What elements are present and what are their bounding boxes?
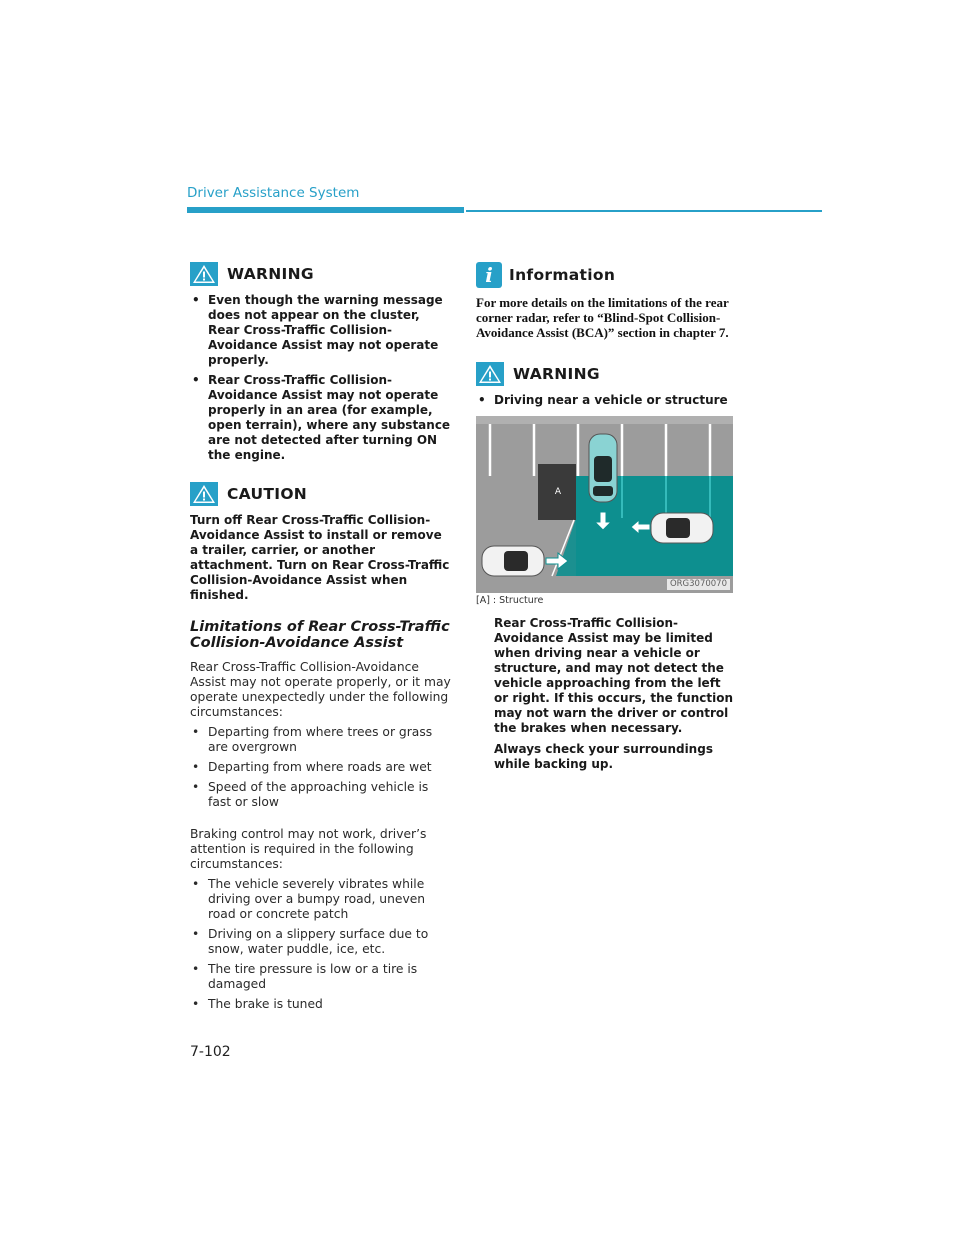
braking-item: • The tire pressure is low or a tire is damaged — [190, 962, 452, 992]
limitations-section — [190, 619, 452, 1012]
warning-note: Always check your surroundings while backing up. — [494, 742, 713, 771]
approaching-car-left — [482, 546, 544, 576]
caution-text: Turn off Rear Cross-Traffic Collision-Avoidance Assist to install or remove a trailer, carrier, or another attachment. Turn on Rear Cross-Traffic Collision-Avoidance Assist when finished. — [190, 513, 450, 602]
info-icon: i — [476, 262, 502, 288]
limitations-heading: Limitations of Rear Cross-Traffic Collision-Avoidance Assist — [190, 619, 450, 651]
header-rule-thin — [466, 210, 822, 212]
limitation-item: • Departing from where trees or grass are overgrown — [190, 725, 452, 755]
right-column — [476, 262, 736, 778]
warning-triangle-icon — [190, 262, 218, 286]
parking-scene-image — [476, 416, 733, 593]
warning-notes — [494, 616, 736, 772]
warning-title: WARNING — [513, 365, 600, 383]
reversing-car — [589, 434, 617, 502]
warning-triangle-icon — [476, 362, 504, 386]
caution-title: CAUTION — [227, 485, 308, 503]
limitation-item: • Speed of the approaching vehicle is fast or slow — [190, 780, 452, 810]
warning-box-2 — [476, 362, 736, 772]
information-text: For more details on the limitations of the rear corner radar, refer to “Blind-Spot Collision-Avoidance Assist (BCA)” section in chapter 7. — [476, 295, 729, 340]
warning-box — [190, 262, 452, 463]
figure-code: ORG3070070 — [667, 579, 730, 590]
warning-triangle-icon — [190, 482, 218, 506]
limitation-item: • Departing from where roads are wet — [190, 760, 452, 775]
header-rule-thick — [187, 207, 464, 213]
parking-illustration — [476, 416, 733, 593]
braking-intro: Braking control may not work, driver’s attention is required in the following circumstances: — [190, 827, 427, 871]
left-column — [190, 262, 452, 1017]
approaching-car-right — [651, 513, 713, 543]
caution-box — [190, 482, 452, 603]
warning-bullet: • Even though the warning message does not appear on the cluster, Rear Cross-Traffic Collision-Avoidance Assist may not operate properly. — [190, 293, 452, 368]
structure-label: A — [554, 487, 562, 497]
warning-bullet: • Rear Cross-Traffic Collision-Avoidance Assist may not operate properly in an area (for example, open terrain), where any substance are not detected after turning ON the engine. — [190, 373, 452, 463]
section-title: Driver Assistance System — [187, 185, 360, 201]
limitations-intro: Rear Cross-Traffic Collision-Avoidance Assist may not operate properly, or it may operate unexpectedly under the following circumstances: — [190, 660, 451, 719]
warning-note: Rear Cross-Traffic Collision-Avoidance Assist may be limited when driving near a vehicle or structure, and may not detect the vehicle approaching from the left or right. If this occurs, the function may not warn the driver or control the brakes when necessary. — [494, 616, 734, 735]
figure-caption: [A] : Structure — [476, 595, 544, 606]
braking-item: • The vehicle severely vibrates while driving over a bumpy road, uneven road or concrete patch — [190, 877, 452, 922]
page-number: 7-102 — [190, 1044, 231, 1060]
braking-item: • Driving on a slippery surface due to snow, water puddle, ice, etc. — [190, 927, 452, 957]
information-title: Information — [509, 266, 616, 284]
warning-bullet: • Driving near a vehicle or structure — [476, 393, 736, 408]
braking-item: • The brake is tuned — [190, 997, 452, 1012]
information-box — [476, 262, 736, 340]
warning-title: WARNING — [227, 265, 314, 283]
